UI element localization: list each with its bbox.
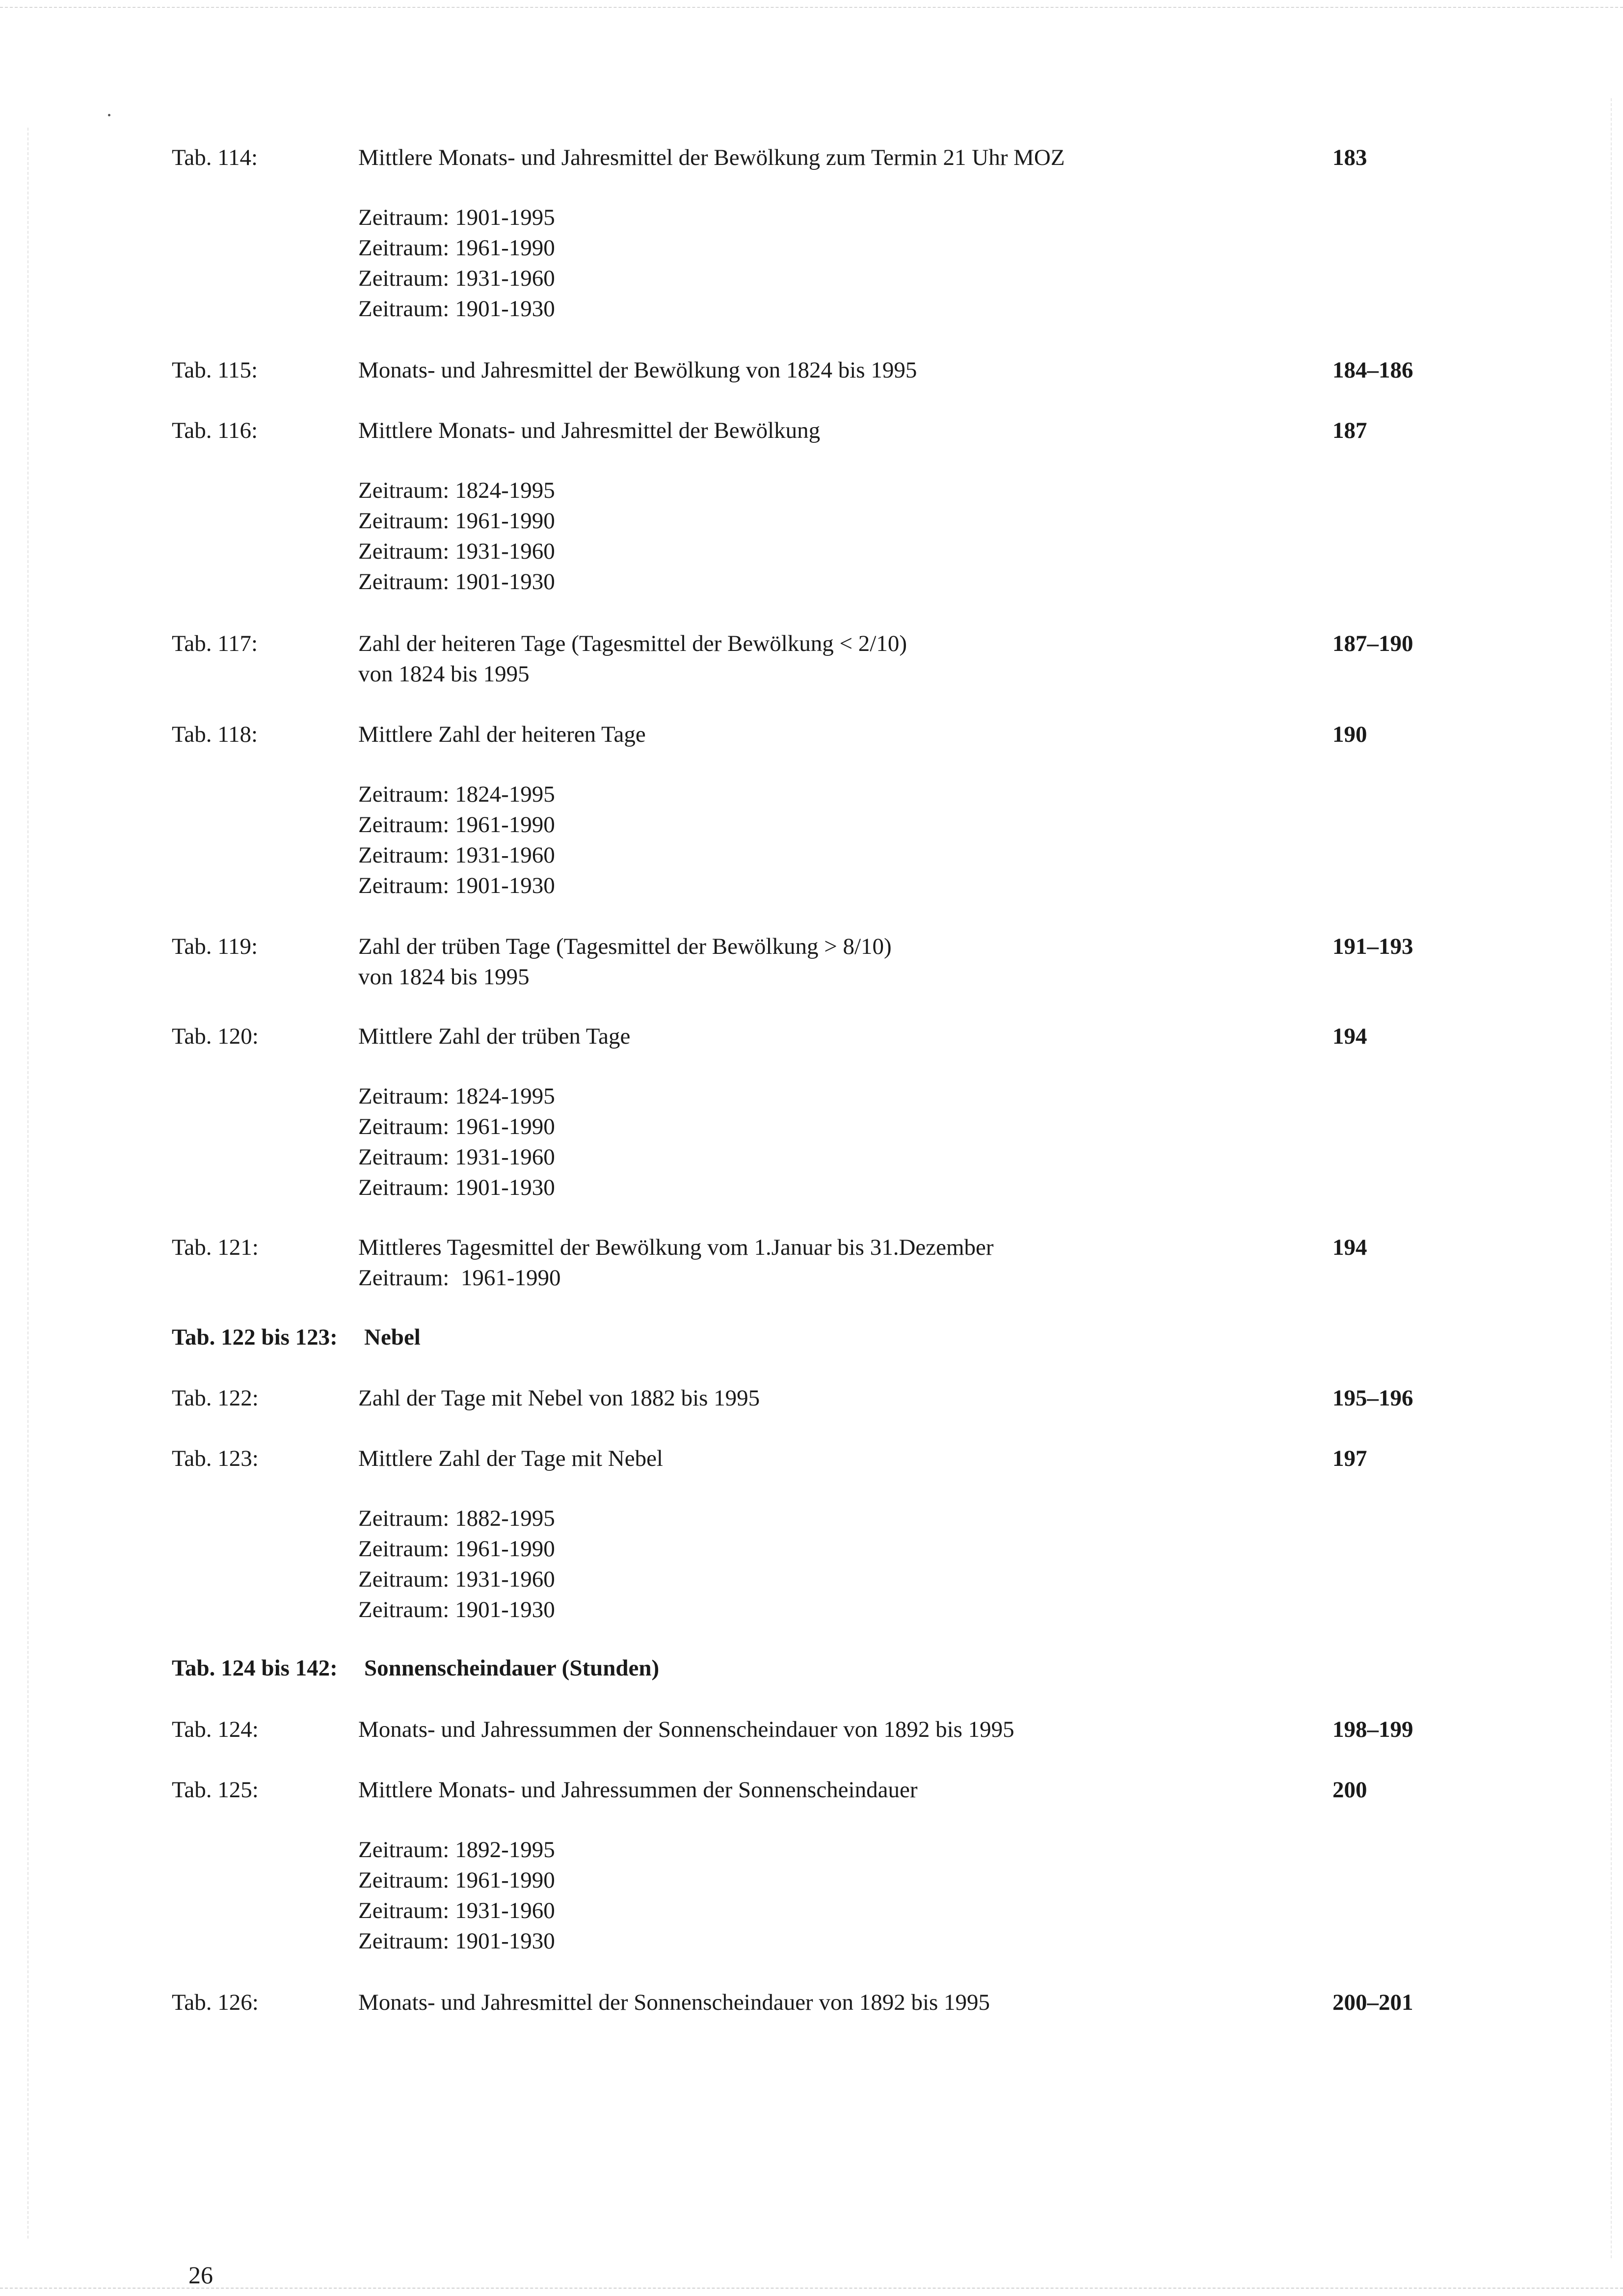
toc-entry-pages: 184–186: [1332, 357, 1413, 383]
scan-speck: [108, 114, 110, 116]
period-line: Zeitraum: 1824-1995: [358, 1083, 555, 1109]
page-number: 26: [188, 2261, 213, 2289]
toc-entry-title: [358, 1383, 1291, 1413]
period-line: Zeitraum: 1961-1990: [358, 1114, 555, 1139]
section-heading-range: Tab. 122 bis 123:: [172, 1324, 338, 1350]
toc-entry-number: Tab. 118:: [172, 722, 258, 747]
toc-entry-title: [358, 628, 1291, 689]
toc-entry-periods: [358, 1503, 1291, 1625]
toc-entry-number: Tab. 115:: [172, 357, 258, 383]
toc-entry-pages: 187: [1332, 418, 1367, 443]
period-line: Zeitraum: 1931-1960: [358, 842, 555, 868]
period-line: Zeitraum: 1901-1930: [358, 873, 555, 898]
toc-entry-title: [358, 355, 1291, 385]
scan-edge-bottom: [0, 2288, 1623, 2289]
toc-entry-number: Tab. 125:: [172, 1777, 259, 1803]
toc-entry-number: Tab. 123:: [172, 1446, 259, 1471]
toc-entry-title-line: Mittlere Zahl der trüben Tage: [358, 1024, 631, 1049]
period-line: Zeitraum: 1931-1960: [358, 1898, 555, 1923]
toc-entry-title-line: Zahl der Tage mit Nebel von 1882 bis 1995: [358, 1385, 760, 1411]
section-heading: [172, 1653, 659, 1683]
toc-entry-pages: 183: [1332, 145, 1367, 170]
toc-entry-title-line: Mittlere Zahl der Tage mit Nebel: [358, 1446, 663, 1471]
toc-entry-number: Tab. 126:: [172, 1990, 259, 2015]
period-line: Zeitraum: 1892-1995: [358, 1837, 555, 1863]
toc-entry-title-line: Zahl der trüben Tage (Tagesmittel der Bewölkung > 8/10): [358, 934, 892, 959]
toc-entry-pages: 195–196: [1332, 1385, 1413, 1411]
section-heading-range: Tab. 124 bis 142:: [172, 1655, 338, 1681]
toc-entry-title-line: Zeitraum: 1961-1990: [358, 1265, 561, 1291]
toc-entry-title: [358, 1714, 1291, 1745]
toc-entry-pages: 197: [1332, 1446, 1367, 1471]
toc-entry-title: [358, 1987, 1291, 2018]
toc-entry-number: Tab. 121:: [172, 1235, 259, 1260]
toc-entry-title: [358, 1232, 1291, 1293]
toc-entry-number: Tab. 114:: [172, 145, 258, 170]
toc-entry-title: [358, 142, 1291, 324]
toc-entry-number: Tab. 117:: [172, 631, 258, 656]
toc-entry-title: [358, 1021, 1291, 1203]
period-line: Zeitraum: 1961-1990: [358, 812, 555, 837]
toc-entry-title-line: von 1824 bis 1995: [358, 661, 530, 687]
toc-entry-number: Tab. 120:: [172, 1024, 259, 1049]
period-line: Zeitraum: 1961-1990: [358, 235, 555, 261]
toc-entry-periods: [358, 475, 1291, 597]
scan-edge-left: [27, 128, 28, 2239]
toc-entry-title-line: Mittlere Monats- und Jahresmittel der Bewölkung: [358, 418, 821, 443]
toc-entry-title-line: Zahl der heiteren Tage (Tagesmittel der Bewölkung < 2/10): [358, 631, 907, 656]
toc-entry-periods: [358, 1835, 1291, 1956]
toc-entry-title: [358, 415, 1291, 597]
toc-entry-pages: 187–190: [1332, 631, 1413, 656]
toc-entry-number: Tab. 116:: [172, 418, 258, 443]
period-line: Zeitraum: 1931-1960: [358, 266, 555, 291]
toc-entry-title: [358, 1443, 1291, 1625]
toc-entry-title-line: Monats- und Jahresmittel der Bewölkung von 1824 bis 1995: [358, 357, 917, 383]
period-line: Zeitraum: 1901-1930: [358, 296, 555, 322]
toc-entry-title: [358, 1775, 1291, 1956]
toc-entry-number: Tab. 124:: [172, 1717, 259, 1742]
period-line: Zeitraum: 1901-1930: [358, 1175, 555, 1200]
toc-entry-title-line: von 1824 bis 1995: [358, 964, 530, 990]
period-line: Zeitraum: 1901-1930: [358, 1597, 555, 1622]
toc-entry-pages: 190: [1332, 722, 1367, 747]
section-heading-title: Sonnenscheindauer (Stunden): [364, 1655, 660, 1681]
toc-entry-pages: 194: [1332, 1024, 1367, 1049]
period-line: Zeitraum: 1931-1960: [358, 1567, 555, 1592]
toc-entry-number: Tab. 119:: [172, 934, 258, 959]
section-heading: [172, 1322, 421, 1352]
toc-entry-title-line: Monats- und Jahressummen der Sonnenscheindauer von 1892 bis 1995: [358, 1717, 1014, 1742]
toc-entry-pages: 194: [1332, 1235, 1367, 1260]
period-line: Zeitraum: 1824-1995: [358, 782, 555, 807]
toc-entry-pages: 191–193: [1332, 934, 1413, 959]
toc-entry-pages: 198–199: [1332, 1717, 1413, 1742]
period-line: Zeitraum: 1931-1960: [358, 1144, 555, 1170]
toc-entry-periods: [358, 1081, 1291, 1203]
period-line: Zeitraum: 1901-1930: [358, 1928, 555, 1954]
toc-entry-title: [358, 931, 1291, 992]
toc-entry-title-line: Mittlere Monats- und Jahressummen der Sonnenscheindauer: [358, 1777, 918, 1803]
toc-entry-pages: 200–201: [1332, 1990, 1413, 2015]
toc-entry-number: Tab. 122:: [172, 1385, 259, 1411]
toc-entry-title-line: Mittlere Zahl der heiteren Tage: [358, 722, 646, 747]
toc-entry-title-line: Mittleres Tagesmittel der Bewölkung vom 1.Januar bis 31.Dezember: [358, 1235, 994, 1260]
period-line: Zeitraum: 1901-1995: [358, 205, 555, 230]
toc-entry-periods: [358, 779, 1291, 901]
scan-edge-right: [1611, 98, 1612, 2258]
period-line: Zeitraum: 1901-1930: [358, 569, 555, 594]
period-line: Zeitraum: 1961-1990: [358, 508, 555, 534]
toc-entry-periods: [358, 202, 1291, 324]
period-line: Zeitraum: 1961-1990: [358, 1536, 555, 1562]
toc-entry-title-line: Monats- und Jahresmittel der Sonnenscheindauer von 1892 bis 1995: [358, 1990, 990, 2015]
section-heading-title: Nebel: [364, 1324, 421, 1350]
period-line: Zeitraum: 1931-1960: [358, 539, 555, 564]
toc-entry-title-line: Mittlere Monats- und Jahresmittel der Bewölkung zum Termin 21 Uhr MOZ: [358, 145, 1065, 170]
period-line: Zeitraum: 1882-1995: [358, 1506, 555, 1531]
scan-edge-top: [0, 7, 1623, 8]
toc-entry-pages: 200: [1332, 1777, 1367, 1803]
period-line: Zeitraum: 1961-1990: [358, 1867, 555, 1893]
toc-entry-title: [358, 719, 1291, 901]
period-line: Zeitraum: 1824-1995: [358, 478, 555, 503]
